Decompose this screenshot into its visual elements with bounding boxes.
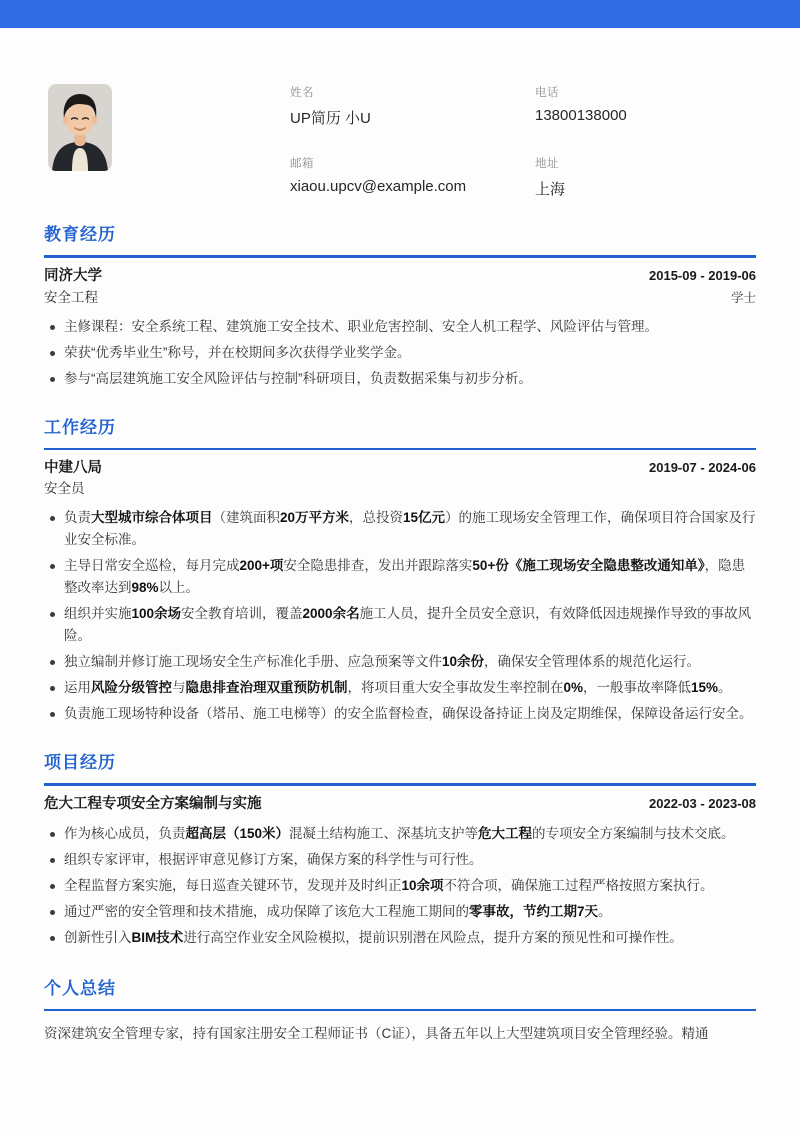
bullet-list bbox=[44, 507, 756, 725]
bullet-item bbox=[44, 823, 756, 845]
plain-text: 运用 bbox=[64, 680, 91, 695]
bullet-item bbox=[44, 927, 756, 949]
bullet-dot bbox=[50, 686, 55, 691]
plain-text: 混凝土结构施工、深基坑支护等 bbox=[289, 825, 479, 841]
entry-header-row bbox=[44, 795, 756, 813]
contact-grid bbox=[290, 84, 765, 198]
plain-text: ，隐患整改率达到 bbox=[64, 558, 746, 595]
plain-text: 安全隐患排查，发出并跟踪落实 bbox=[283, 558, 473, 573]
highlight-text: BIM技术 bbox=[131, 929, 184, 945]
bullet-dot bbox=[50, 712, 55, 717]
section-title-summary: 个人总结 bbox=[44, 978, 116, 998]
plain-text: 独立编制并修订施工现场安全生产标准化手册、应急预案等文件 bbox=[64, 654, 442, 669]
plain-text: ，确保安全管理体系的规范化运行。 bbox=[484, 654, 701, 669]
entry-title: 危大工程专项安全方案编制与实施 bbox=[44, 795, 262, 812]
section-divider bbox=[44, 448, 756, 451]
bullet-text bbox=[64, 606, 751, 643]
section-work bbox=[44, 418, 756, 726]
bullet-item bbox=[44, 849, 756, 871]
plain-text: 组织专家评审，根据评审意见修订方案，确保方案的科学性与可行性。 bbox=[64, 851, 483, 867]
entry bbox=[44, 459, 756, 725]
plain-text: 安全教育培训，覆盖 bbox=[181, 606, 303, 621]
bullet-item bbox=[44, 603, 756, 647]
plain-text: 作为核心成员，负责 bbox=[64, 825, 186, 841]
plain-text: 荣获“优秀毕业生”称号，并在校期间多次获得学业奖学金。 bbox=[64, 344, 411, 360]
plain-text: 创新性引入 bbox=[64, 929, 132, 945]
bullet-dot bbox=[50, 858, 55, 863]
contact-field-name bbox=[290, 84, 535, 128]
contact-value-phone: 13800138000 bbox=[535, 107, 627, 124]
contact-value-email: xiaou.upcv@example.com bbox=[290, 178, 467, 195]
bullet-item bbox=[44, 651, 756, 673]
entry-subtitle: 安全员 bbox=[44, 481, 85, 496]
bullet-item bbox=[44, 875, 756, 897]
entry-title: 同济大学 bbox=[44, 267, 102, 284]
section-projects bbox=[44, 753, 756, 949]
section-divider bbox=[44, 1009, 756, 1012]
section-divider bbox=[44, 783, 756, 786]
highlight-text: 100余场 bbox=[131, 606, 182, 621]
highlight-text: 15亿元 bbox=[403, 510, 446, 525]
entry-subtitle-row bbox=[44, 480, 756, 497]
plain-text: 的专项安全方案编制与技术交底。 bbox=[532, 825, 735, 841]
contact-label: 邮箱 bbox=[290, 158, 314, 170]
highlight-text: 2000余名 bbox=[302, 606, 360, 621]
contact-label: 姓名 bbox=[290, 87, 314, 99]
entry-subtitle: 安全工程 bbox=[44, 289, 98, 305]
plain-text: 资深建筑安全管理专家，持有国家注册安全工程师证书（C证），具备五年以上大型建筑项目安全管理经验。精通 bbox=[44, 1026, 709, 1041]
profile-photo bbox=[48, 84, 112, 171]
bullet-item bbox=[44, 677, 756, 699]
bullet-dot bbox=[50, 612, 55, 617]
bullet-dot bbox=[50, 884, 55, 889]
bullet-dot bbox=[50, 660, 55, 665]
highlight-text: 15% bbox=[691, 680, 719, 695]
highlight-text: 零事故，节约工期7天 bbox=[469, 903, 599, 919]
contact-field-phone bbox=[535, 84, 765, 128]
bullet-dot bbox=[50, 564, 55, 569]
bullet-item bbox=[44, 316, 756, 338]
bullet-text bbox=[64, 558, 745, 595]
highlight-text: 10余项 bbox=[401, 877, 444, 893]
bullet-text bbox=[64, 706, 753, 721]
contact-label: 电话 bbox=[535, 87, 559, 99]
plain-text: 通过严密的安全管理和技术措施，成功保障了该危大工程施工期间的 bbox=[64, 903, 469, 919]
plain-text: 进行高空作业安全风险模拟，提前识别潜在风险点，提升方案的预见性和可操作性。 bbox=[183, 929, 683, 945]
plain-text: 全程监督方案实施，每日巡查关键环节，发现并及时纠正 bbox=[64, 877, 402, 893]
bullet-dot bbox=[50, 377, 55, 382]
bullet-dot bbox=[50, 516, 55, 521]
contact-field-address bbox=[535, 155, 765, 199]
plain-text: 组织并实施 bbox=[64, 606, 132, 621]
plain-text: 主导日常安全巡检，每月完成 bbox=[64, 558, 240, 573]
plain-text: 施工人员，提升全员安全意识，有效降低因违规操作导致的事故风险。 bbox=[64, 606, 752, 643]
resume-sections bbox=[0, 225, 800, 1045]
contact-value-name: UP简历 小U bbox=[290, 110, 371, 127]
entry-subtitle-row bbox=[44, 288, 756, 306]
bullet-item bbox=[44, 368, 756, 390]
highlight-text: 10余份 bbox=[442, 654, 485, 669]
section-education bbox=[44, 225, 756, 390]
bullet-item bbox=[44, 901, 756, 923]
resume-header bbox=[0, 28, 800, 198]
plain-text: 不符合项，确保施工过程严格按照方案执行。 bbox=[443, 877, 714, 893]
bullet-dot bbox=[50, 936, 55, 941]
bullet-dot bbox=[50, 832, 55, 837]
profile-photo-image bbox=[48, 84, 112, 171]
bullet-item bbox=[44, 703, 756, 725]
plain-text: ，一般事故率降低 bbox=[583, 680, 692, 695]
plain-text: 参与“高层建筑施工安全风险评估与控制”科研项目，负责数据采集与初步分析。 bbox=[64, 370, 532, 386]
bullet-text bbox=[64, 878, 714, 893]
summary-paragraph bbox=[44, 1023, 756, 1045]
highlight-text: 隐患排查治理双重预防机制 bbox=[185, 680, 348, 695]
section-title-education: 教育经历 bbox=[44, 225, 116, 244]
highlight-text: 风险分级管控 bbox=[91, 680, 172, 695]
bullet-dot bbox=[50, 910, 55, 915]
bullet-item bbox=[44, 555, 756, 599]
bullet-text bbox=[64, 852, 483, 867]
bullet-list bbox=[44, 316, 756, 390]
plain-text: ，将项目重大安全事故发生率控制在 bbox=[347, 680, 564, 695]
plain-text: ）的施工现场安全管理工作，确保项目符合国家及行业安全标准。 bbox=[64, 510, 756, 547]
bullet-item bbox=[44, 507, 756, 551]
contact-label: 地址 bbox=[535, 158, 559, 170]
plain-text: 主修课程：安全系统工程、建筑施工安全技术、职业危害控制、安全人机工程学、风险评估与管理。 bbox=[64, 318, 658, 334]
highlight-text: 20万平方米 bbox=[280, 510, 350, 525]
section-divider bbox=[44, 255, 756, 258]
entry-header-row bbox=[44, 459, 756, 477]
entry bbox=[44, 267, 756, 390]
contact-value-address: 上海 bbox=[535, 181, 566, 198]
section-summary bbox=[44, 979, 756, 1046]
bullet-text bbox=[64, 930, 683, 945]
bullet-dot bbox=[50, 325, 55, 330]
plain-text: 负责 bbox=[64, 510, 91, 525]
plain-text: 负责施工现场特种设备（塔吊、施工电梯等）的安全监督检查，确保设备持证上岗及定期维保，保障设备运行安全。 bbox=[64, 706, 753, 721]
bullet-text bbox=[64, 319, 658, 334]
highlight-text: 0% bbox=[563, 680, 584, 695]
bullet-text bbox=[64, 345, 411, 360]
highlight-text: 200+项 bbox=[239, 558, 284, 573]
bullet-text bbox=[64, 371, 532, 386]
bullet-dot bbox=[50, 351, 55, 356]
highlight-text: 50+份《施工现场安全隐患整改通知单》 bbox=[472, 558, 705, 573]
entry-date: 2015-09 - 2019-06 bbox=[649, 267, 756, 283]
section-title-work: 工作经历 bbox=[44, 417, 116, 437]
contact-field-email bbox=[290, 155, 535, 199]
plain-text: 。 bbox=[598, 903, 612, 919]
entry-date: 2019-07 - 2024-06 bbox=[649, 460, 756, 475]
bullet-text bbox=[64, 680, 732, 695]
entry bbox=[44, 795, 756, 949]
highlight-text: 98% bbox=[131, 580, 159, 595]
bullet-text bbox=[64, 826, 735, 841]
highlight-text: 危大工程 bbox=[478, 825, 533, 841]
plain-text: （建筑面积 bbox=[212, 510, 280, 525]
highlight-text: 超高层（150米） bbox=[185, 825, 290, 841]
plain-text: 与 bbox=[172, 680, 186, 695]
entry-date: 2022-03 - 2023-08 bbox=[649, 795, 756, 811]
section-title-projects: 项目经历 bbox=[44, 753, 116, 772]
plain-text: ，总投资 bbox=[349, 510, 404, 525]
entry-title: 中建八局 bbox=[44, 460, 102, 476]
bullet-item bbox=[44, 342, 756, 364]
entry-header-row bbox=[44, 267, 756, 285]
bullet-text bbox=[64, 510, 756, 547]
bullet-list bbox=[44, 823, 756, 949]
plain-text: 。 bbox=[718, 680, 732, 695]
plain-text: 以上。 bbox=[158, 580, 200, 595]
top-accent-bar bbox=[0, 0, 800, 28]
entry-degree: 学士 bbox=[730, 290, 756, 305]
bullet-text bbox=[64, 904, 612, 919]
bullet-text bbox=[64, 654, 700, 669]
highlight-text: 大型城市综合体项目 bbox=[91, 510, 213, 525]
